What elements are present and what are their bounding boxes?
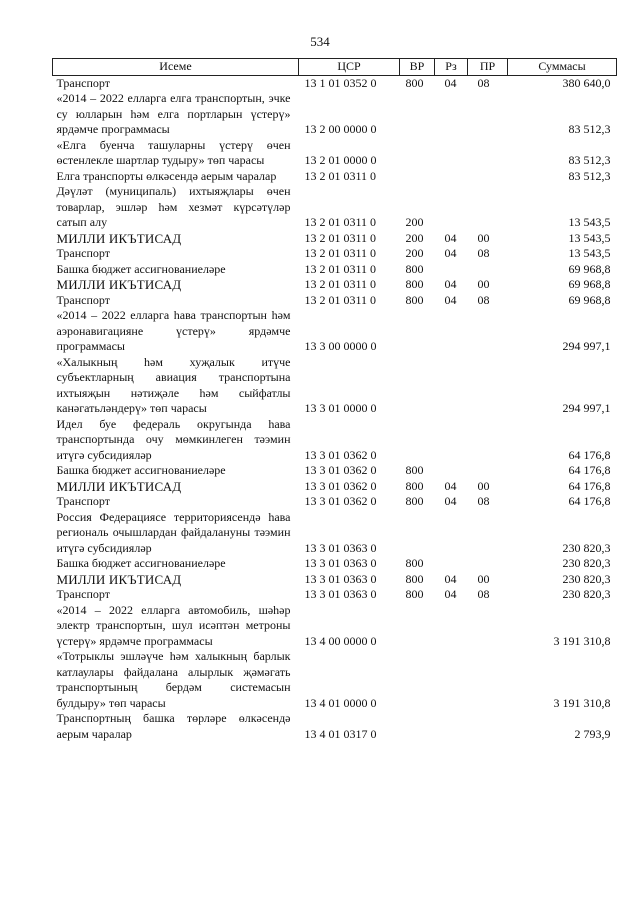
cell-vr: 800: [405, 277, 424, 291]
cell-vr: [400, 711, 435, 742]
cell-vr: 200: [405, 215, 424, 229]
cell-rz: [435, 463, 468, 479]
cell-rz: [435, 184, 468, 231]
header-sum: Суммасы: [508, 59, 617, 76]
cell-csr: 13 3 01 0363 0: [304, 587, 377, 601]
cell-vr: [400, 169, 435, 185]
cell-sum: 230 820,3: [562, 540, 611, 555]
cell-csr: 13 2 00 0000 0: [304, 122, 377, 136]
cell-sum: 83 512,3: [568, 168, 611, 183]
table-row: [53, 587, 617, 603]
cell-csr: 13 3 01 0363 0: [304, 540, 377, 555]
cell-csr: 13 3 01 0363 0: [304, 571, 377, 586]
cell-sum: 294 997,1: [562, 339, 611, 353]
cell-sum: 69 968,8: [568, 261, 611, 276]
cell-vr: [400, 308, 435, 355]
cell-rz: 04: [444, 230, 457, 245]
cell-name: МИЛЛИ ИКЪТИСАД: [56, 478, 182, 494]
cell-name: «2014 – 2022 елларга һава транспортын һәм аэронавигацияне үстерү» ярдәмче программасы: [56, 308, 291, 353]
cell-vr: 800: [405, 571, 424, 586]
cell-rz: [435, 355, 468, 417]
cell-csr: 13 4 00 0000 0: [304, 633, 377, 648]
cell-name: МИЛЛИ ИКЪТИСАД: [56, 277, 182, 292]
cell-sum: 230 820,3: [562, 571, 611, 586]
cell-rz: 04: [444, 478, 457, 493]
cell-vr: 200: [405, 230, 424, 245]
cell-rz: 04: [444, 292, 457, 307]
cell-csr: 13 4 01 0000 0: [304, 695, 377, 710]
cell-csr: 13 2 01 0311 0: [304, 292, 377, 307]
table-header: [53, 59, 617, 76]
cell-name: Транспорт: [56, 494, 110, 508]
cell-pr: [468, 603, 508, 650]
cell-sum: 13 543,5: [568, 215, 611, 229]
cell-vr: 800: [405, 556, 424, 570]
cell-name: Россия Федерациясе территориясендә һава региональ очышлардан файдалануны тәэмин итүгә субсидияләр: [56, 509, 291, 555]
header-vr: ВР: [400, 59, 435, 76]
cell-csr: 13 3 01 0362 0: [304, 494, 377, 508]
cell-name: МИЛЛИ ИКЪТИСАД: [56, 571, 182, 587]
table-row: [53, 293, 617, 309]
cell-rz: [435, 91, 468, 138]
cell-sum: 230 820,3: [562, 556, 611, 570]
table-row: [53, 510, 617, 557]
table-row: [53, 556, 617, 572]
cell-vr: 800: [405, 494, 424, 508]
table-row: [53, 138, 617, 169]
cell-name: «2014 – 2022 елларга автомобиль, шәһәр электр транспортын, шул исәптән метроны үстерү» ярдәмче программасы: [56, 602, 291, 648]
cell-pr: 08: [477, 494, 490, 508]
cell-rz: [435, 169, 468, 185]
cell-rz: [435, 417, 468, 464]
cell-csr: 13 4 01 0317 0: [304, 726, 377, 741]
cell-rz: 04: [444, 75, 457, 90]
page-number: 534: [310, 34, 330, 49]
cell-sum: 380 640,0: [562, 75, 611, 90]
cell-pr: [468, 556, 508, 572]
header-name: Исеме: [53, 59, 299, 76]
cell-pr: [468, 463, 508, 479]
header-pr: ПР: [468, 59, 508, 76]
table-row: [53, 649, 617, 711]
cell-sum: 13 543,5: [568, 230, 611, 245]
cell-csr: 13 3 00 0000 0: [304, 339, 377, 353]
table-row: [53, 572, 617, 588]
cell-pr: [468, 711, 508, 742]
table-row: [53, 184, 617, 231]
table-row: [53, 603, 617, 650]
cell-rz: 04: [444, 246, 457, 260]
table-row: [53, 479, 617, 495]
table-row: [53, 246, 617, 262]
cell-csr: 13 2 01 0311 0: [304, 246, 377, 260]
cell-pr: [468, 262, 508, 278]
cell-name: МИЛЛИ ИКЪТИСАД: [56, 230, 182, 246]
cell-pr: 00: [477, 277, 490, 291]
cell-pr: [468, 184, 508, 231]
cell-name: Идел буе федераль округында һава транспортында очу мөмкинлеген тәэмин итүгә субсидияләр: [56, 416, 291, 462]
cell-sum: 230 820,3: [562, 587, 611, 601]
cell-vr: [400, 138, 435, 169]
cell-rz: [435, 556, 468, 572]
cell-sum: 69 968,8: [568, 292, 611, 307]
cell-name: «2014 – 2022 елларга елга транспортын, эчке су юлларын һәм елга портларын үстерү» ярдәмче программасы: [56, 91, 291, 136]
table-row: [53, 231, 617, 247]
cell-csr: 13 3 01 0362 0: [304, 463, 377, 477]
table-row: [53, 262, 617, 278]
cell-rz: [435, 603, 468, 650]
table-row: [53, 169, 617, 185]
cell-name: «Тотрыклы эшләүче һәм халыкның барлык катлаулары файдалана алырлык җәмәгать транспортының бердәм системасын булдыру» төп чарасы: [56, 649, 291, 710]
cell-rz: 04: [444, 494, 457, 508]
cell-vr: [400, 417, 435, 464]
cell-sum: 83 512,3: [568, 122, 611, 136]
cell-vr: 800: [405, 75, 424, 90]
cell-vr: [400, 649, 435, 711]
cell-pr: [468, 138, 508, 169]
cell-pr: [468, 308, 508, 355]
cell-csr: 13 2 01 0311 0: [304, 230, 377, 245]
budget-table: [52, 58, 617, 742]
cell-pr: 00: [477, 478, 490, 493]
cell-vr: 800: [405, 292, 424, 307]
cell-vr: [400, 510, 435, 557]
cell-rz: 04: [444, 587, 457, 601]
cell-pr: [468, 510, 508, 557]
cell-sum: 3 191 310,8: [553, 633, 611, 648]
cell-pr: [468, 91, 508, 138]
cell-name: Башка бюджет ассигнованиеләре: [56, 556, 226, 570]
cell-csr: 13 3 01 0362 0: [304, 478, 377, 493]
cell-rz: [435, 649, 468, 711]
cell-vr: [400, 91, 435, 138]
cell-csr: 13 2 01 0311 0: [304, 277, 377, 291]
cell-pr: 08: [477, 587, 490, 601]
cell-sum: 294 997,1: [562, 401, 611, 415]
table-row: [53, 463, 617, 479]
cell-name: Башка бюджет ассигнованиеләре: [56, 463, 226, 477]
cell-vr: [400, 603, 435, 650]
cell-name: Транспорт: [56, 246, 110, 260]
cell-csr: 13 3 01 0363 0: [304, 556, 377, 570]
cell-pr: 08: [477, 246, 490, 260]
cell-name: Башка бюджет ассигнованиеләре: [56, 261, 226, 276]
cell-name: Транспорт: [56, 75, 110, 90]
cell-pr: 08: [477, 75, 490, 90]
cell-pr: [468, 417, 508, 464]
cell-vr: 200: [405, 246, 424, 260]
table-row: [53, 417, 617, 464]
cell-name: Транспорт: [56, 292, 110, 307]
cell-sum: 69 968,8: [568, 277, 611, 291]
cell-csr: 13 3 01 0362 0: [304, 447, 377, 462]
table-body: [53, 75, 617, 742]
cell-pr: 00: [477, 230, 490, 245]
cell-vr: 800: [405, 261, 424, 276]
cell-csr: 13 2 01 0311 0: [304, 215, 377, 229]
cell-pr: [468, 649, 508, 711]
cell-rz: [435, 308, 468, 355]
cell-sum: 64 176,8: [568, 494, 611, 508]
cell-vr: 800: [405, 478, 424, 493]
cell-sum: 3 191 310,8: [553, 695, 611, 710]
cell-name: «Халыкның һәм хуҗалык итүче субъектларның авиация транспортына ихтыяҗын нәтиҗәле һәм сыйфатлы канәгатьләндерү» төп чарасы: [56, 354, 291, 415]
header-csr: ЦСР: [299, 59, 400, 76]
cell-sum: 83 512,3: [568, 153, 611, 167]
cell-vr: 800: [405, 587, 424, 601]
cell-vr: 800: [405, 463, 424, 477]
cell-sum: 13 543,5: [568, 246, 611, 260]
table-row: [53, 277, 617, 293]
table-row: [53, 91, 617, 138]
cell-rz: [435, 138, 468, 169]
cell-sum: 2 793,9: [574, 726, 611, 741]
cell-rz: [435, 510, 468, 557]
cell-csr: 13 2 01 0311 0: [304, 261, 377, 276]
cell-csr: 13 3 01 0000 0: [304, 401, 377, 415]
cell-sum: 64 176,8: [568, 478, 611, 493]
cell-name: Дәүләт (муниципаль) ихтыяҗлары өчен товарлар, эшләр һәм хезмәт күрсәтүләр сатып алу: [56, 184, 291, 229]
cell-pr: [468, 169, 508, 185]
cell-pr: [468, 355, 508, 417]
table-row: [53, 711, 617, 742]
cell-sum: 64 176,8: [568, 447, 611, 462]
cell-rz: [435, 711, 468, 742]
cell-pr: 00: [477, 571, 490, 586]
cell-pr: 08: [477, 292, 490, 307]
cell-name: Транспортның башка төрләре өлкәсендә аерым чаралар: [56, 711, 291, 741]
cell-name: Транспорт: [56, 587, 110, 601]
cell-rz: [435, 262, 468, 278]
cell-sum: 64 176,8: [568, 463, 611, 477]
table-row: [53, 494, 617, 510]
cell-csr: 13 2 01 0311 0: [304, 168, 377, 183]
cell-rz: 04: [444, 277, 457, 291]
cell-name: «Елга буенча ташуларны үстерү өчен өстенлекле шартлар тудыру» төп чарасы: [56, 137, 291, 167]
cell-name: Елга транспорты өлкәсендә аерым чаралар: [56, 168, 277, 183]
cell-csr: 13 1 01 0352 0: [304, 75, 377, 90]
header-rz: Рз: [435, 59, 468, 76]
cell-rz: 04: [444, 571, 457, 586]
table-row: [53, 75, 617, 91]
table-row: [53, 355, 617, 417]
cell-csr: 13 2 01 0000 0: [304, 153, 377, 167]
table-row: [53, 308, 617, 355]
cell-vr: [400, 355, 435, 417]
